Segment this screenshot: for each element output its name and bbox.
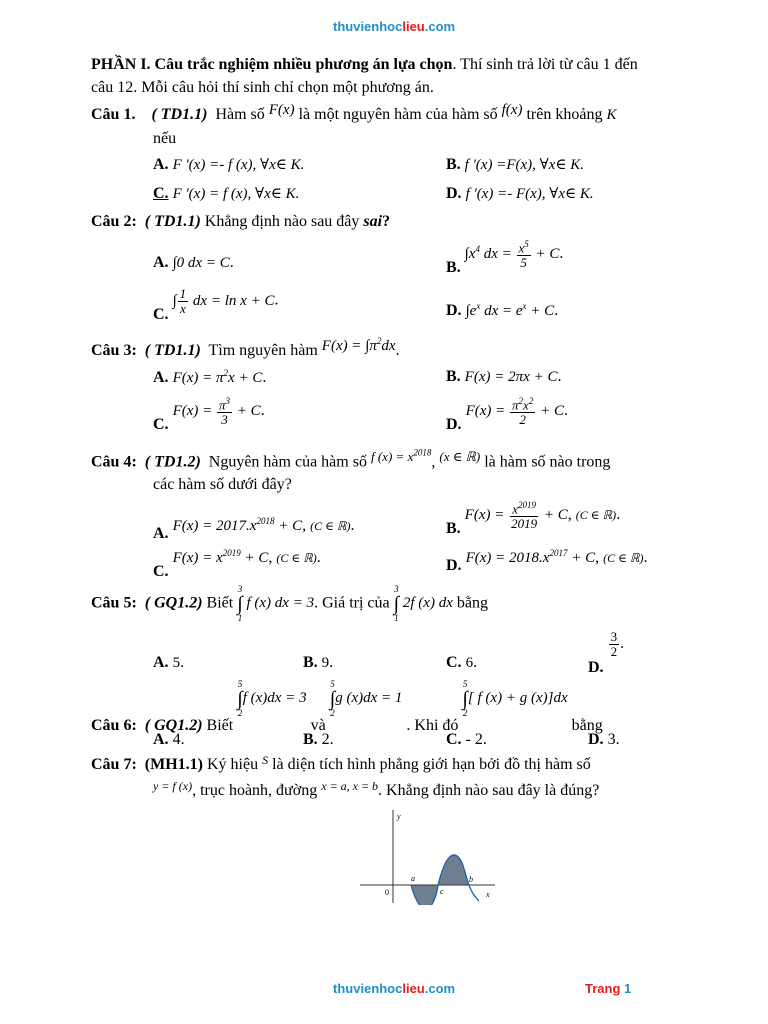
q1-option-d[interactable]: D. f '(x) =- F(x), ∀x∈ K. xyxy=(446,185,594,202)
q2-option-a[interactable]: A. ∫0 dx = C. xyxy=(153,254,234,271)
q3-t1: Tìm nguyên hàm xyxy=(208,342,318,359)
graph-label-b: b xyxy=(469,875,473,884)
q7-t1: Ký hiệu xyxy=(206,756,259,773)
q7-yfx: y = f (x) xyxy=(153,779,193,793)
q2-option-b[interactable]: B. $\int x^4$ dx = $\frac{x^5}{5}$ + C. xyxy=(446,239,564,277)
q1-d-text: f '(x) =- F(x), ∀x∈ K. xyxy=(465,186,594,202)
footer-site-c: .com xyxy=(424,981,456,996)
question-1 xyxy=(91,102,617,124)
graph-label-o: 0 xyxy=(385,888,389,897)
q6-option-a[interactable]: A. 4. xyxy=(153,731,185,748)
graph-label-y: y xyxy=(397,812,401,821)
q4-option-a[interactable]: A. $F(x) = 2017.x^{2018} + C$, (C ∈ ℝ). xyxy=(153,516,355,542)
q7-xab: x = a, x = b xyxy=(321,779,379,793)
graph-label-c: c xyxy=(440,887,444,896)
q6-option-d[interactable]: D. 3. xyxy=(588,731,620,748)
q2-label: Câu 2: xyxy=(91,213,137,230)
q2-tag: ( TD1.1) xyxy=(144,213,201,230)
q4-t2: là hàm số nào trong xyxy=(484,453,611,471)
q1-option-c[interactable]: C. F '(x) = f (x), ∀x∈ K. xyxy=(153,185,300,202)
question-4: Câu 4: ( TD1.2) Nguyên hàm của hàm số $^{f (x) = x^{2018}}$, $^{(x \in ℝ)}$ là hàm số nào trong xyxy=(91,448,611,471)
graph-label-x: x xyxy=(486,890,490,899)
q6-c-text: - 2 xyxy=(465,731,483,748)
q6-d-text: 3 xyxy=(607,731,616,748)
q1-Fx: F(x) xyxy=(268,102,295,118)
q2-t3: ? xyxy=(382,213,391,230)
q5-option-a[interactable]: A. 5. xyxy=(153,654,185,671)
q1-fx: f(x) xyxy=(501,102,523,118)
header-site-b: lieu xyxy=(402,19,425,34)
q5-tag: ( GQ1.2) xyxy=(144,594,203,612)
q5-t1: Biết xyxy=(206,594,234,612)
q6-a-text: 4 xyxy=(172,731,181,748)
question-5: Câu 5: ( GQ1.2) Biết 3 ∫ 1 f (x) dx = 3. Giá trị của 3 ∫ 1 2f (x) dx bằng xyxy=(91,584,488,623)
intro-line-2: câu 12. Mỗi câu hỏi thí sinh chỉ chọn một phương án. xyxy=(91,79,434,96)
q6-t4: bằng xyxy=(571,717,603,735)
q6-t1: Biết xyxy=(206,717,234,735)
intro-line-1 xyxy=(91,56,638,74)
footer-site[interactable] xyxy=(333,981,455,996)
q2-option-c[interactable]: C. ∫ $\frac{1}{x}$ dx = ln x + C. xyxy=(153,286,279,323)
footer-page-label: Trang xyxy=(585,981,621,996)
footer-page xyxy=(585,981,631,996)
q1-b-text: f '(x) =F(x), ∀x∈ K. xyxy=(464,157,584,173)
q1-option-a[interactable]: A. F '(x) =- f (x), ∀x∈ K. xyxy=(153,156,305,173)
q3-option-d[interactable]: D. F(x) = $\frac{\pi^2x^2}{2}$ + C. xyxy=(446,396,568,434)
question-3: Câu 3: ( TD1.1) Tìm nguyên hàm $F(x) = \int\pi^2dx$. xyxy=(91,336,400,359)
q5-t2: . Giá trị của xyxy=(314,594,390,612)
q5-b-text: 9 xyxy=(321,655,330,671)
q3-option-b[interactable]: B. F(x) = 2πx + C. xyxy=(446,368,562,385)
q5-d-num: 3 xyxy=(610,629,618,644)
q3-option-a[interactable]: A. $F(x) = \pi^2x + C$. xyxy=(153,368,267,386)
q2-option-d[interactable]: D. $\int e^x$ dx = $e^x + C$. xyxy=(446,301,559,319)
intro-rest: . Thí sinh trả lời từ câu 1 đến xyxy=(452,56,638,73)
q7-t4: . Khẳng định nào sau đây là đúng? xyxy=(378,782,600,799)
q4-label: Câu 4: xyxy=(91,453,137,471)
footer-site-b: lieu xyxy=(402,981,425,996)
q7-S: S xyxy=(262,753,269,767)
q1-tag: ( TD1.1) xyxy=(151,106,208,123)
q2-t1: Khẳng định nào sau đây xyxy=(204,213,360,230)
q6-option-b[interactable]: B. 2. xyxy=(303,731,334,748)
question-7-line-2 xyxy=(153,779,600,800)
q6-option-c[interactable]: C. - 2. xyxy=(446,731,487,748)
q1-t3: trên khoảng xyxy=(526,106,603,123)
q5-a-text: 5 xyxy=(172,655,181,671)
header-site-c: .com xyxy=(424,19,456,34)
q1-label: Câu 1. xyxy=(91,106,136,123)
q7-tag: (MH1.1) xyxy=(144,756,203,773)
q5-option-d[interactable]: D. $\frac{3}{2}$ . xyxy=(588,629,625,676)
q4-option-b[interactable]: B. F(x) = $\frac{x^{2019}}{2019}$ + C, (C ∈ ℝ). xyxy=(446,500,621,538)
q6-t2: và xyxy=(310,717,326,735)
q1-c-text: F '(x) = f (x), ∀x∈ K. xyxy=(172,186,300,202)
q1-K: K xyxy=(606,107,617,123)
q4-t1: Nguyên hàm của hàm số xyxy=(208,453,367,471)
q1-a-text: F '(x) =- f (x), ∀x∈ K. xyxy=(172,157,305,173)
q7-label: Câu 7: xyxy=(91,756,137,773)
header-site-a: thuvienhoc xyxy=(333,19,403,34)
q4-option-d[interactable]: D. $F(x) = 2018.x^{2017} + C$, (C ∈ ℝ). xyxy=(446,548,648,574)
q5-label: Câu 5: xyxy=(91,594,137,612)
q6-b-text: 2 xyxy=(321,731,330,748)
q6-t3: . Khi đó xyxy=(406,717,459,735)
q6-label: Câu 6: xyxy=(91,717,137,735)
q1-t4: nếu xyxy=(153,130,177,147)
q4-option-c[interactable]: C. $F(x) = x^{2019} + C$, (C ∈ ℝ). xyxy=(153,548,321,580)
q7-t3: , trục hoành, đường xyxy=(192,782,318,799)
question-7 xyxy=(91,753,591,774)
q2-t2: sai xyxy=(363,213,383,230)
q5-t3: bằng xyxy=(456,594,488,612)
footer-page-num: 1 xyxy=(624,981,632,996)
q5-option-c[interactable]: C. 6. xyxy=(446,654,478,671)
header-site[interactable] xyxy=(333,19,455,34)
q5-c-text: 6 xyxy=(465,655,474,671)
intro-bold: PHẦN I. Câu trắc nghiệm nhiều phương án lựa chọn xyxy=(91,56,453,73)
q5-d-den: 2 xyxy=(610,643,618,659)
function-graph xyxy=(355,805,500,905)
q7-t2: là diện tích hình phẳng giới hạn bởi đồ thị hàm số xyxy=(272,756,591,773)
q3-option-c[interactable]: C. F(x) = $\frac{\pi^3}{3}$ + C. xyxy=(153,396,265,434)
q1-t2: là một nguyên hàm của hàm số xyxy=(298,106,498,123)
question-2 xyxy=(91,213,390,231)
q3-tag: ( TD1.1) xyxy=(144,342,201,359)
footer-site-a: thuvienhoc xyxy=(333,981,403,996)
q1-t1: Hàm số xyxy=(215,106,265,123)
q3-label: Câu 3: xyxy=(91,342,137,359)
q1-option-b[interactable]: B. f '(x) =F(x), ∀x∈ K. xyxy=(446,156,584,173)
q4-t3: các hàm số dưới đây? xyxy=(153,476,292,493)
question-6: Câu 6: ( GQ1.2) Biết 5 ∫ 2 f (x)dx = 3 và 5 ∫ 2 g (x)dx = 1 . Khi đó 5 ∫ 2 [ f (x) + g (x)]dx bằng xyxy=(91,679,603,735)
q4-tag: ( TD1.2) xyxy=(144,453,201,471)
graph-label-a: a xyxy=(411,874,415,883)
q6-tag: ( GQ1.2) xyxy=(144,717,203,735)
q5-option-b[interactable]: B. 9. xyxy=(303,654,334,671)
